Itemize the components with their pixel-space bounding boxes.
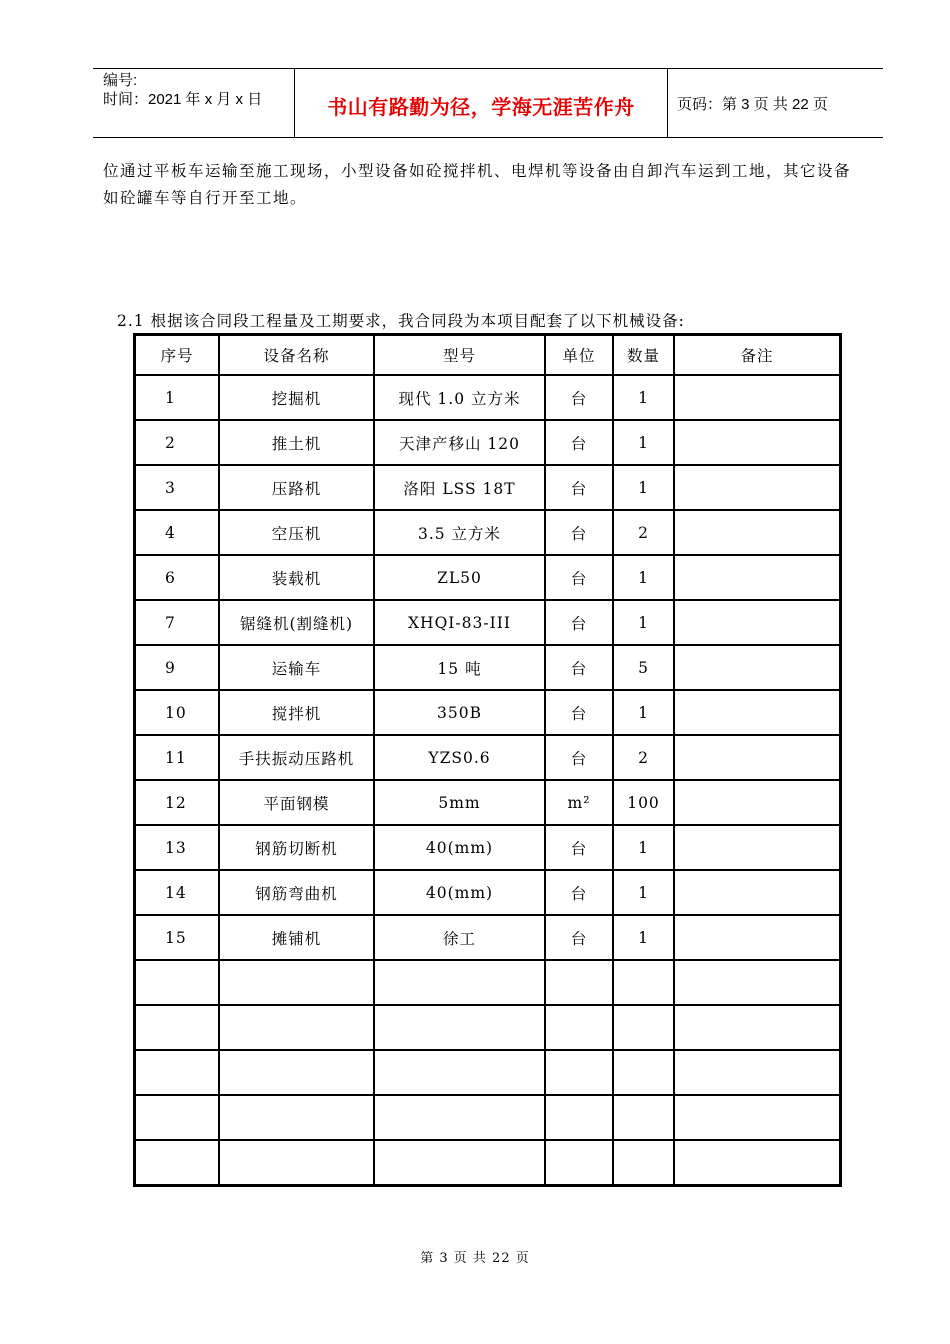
table-row xyxy=(135,555,840,600)
cell-model: 350B xyxy=(374,690,545,735)
equipment-table xyxy=(133,333,842,1187)
table-row xyxy=(135,690,840,735)
cell-seq: 15 xyxy=(135,915,219,960)
cell-seq: 7 xyxy=(135,600,219,645)
header-divider xyxy=(667,69,668,137)
cell-unit: 台 xyxy=(545,690,613,735)
cell-qty xyxy=(613,1095,674,1140)
cell-seq: 14 xyxy=(135,870,219,915)
cell-remark xyxy=(674,735,840,780)
cell-seq xyxy=(135,1050,219,1095)
cell-remark xyxy=(674,870,840,915)
cell-name: 搅拌机 xyxy=(219,690,374,735)
cell-unit: 台 xyxy=(545,555,613,600)
cell-model xyxy=(374,1095,545,1140)
cell-qty xyxy=(613,1005,674,1050)
cell-unit xyxy=(545,1050,613,1095)
section-heading: 2.1 根据该合同段工程量及工期要求，我合同段为本项目配套了以下机械设备: xyxy=(117,312,685,330)
header-name: 设备名称 xyxy=(219,335,374,375)
table-row xyxy=(135,825,840,870)
cell-qty: 1 xyxy=(613,825,674,870)
cell-remark xyxy=(674,915,840,960)
table-row xyxy=(135,870,840,915)
cell-model: YZS0.6 xyxy=(374,735,545,780)
cell-qty xyxy=(613,960,674,1005)
cell-unit: 台 xyxy=(545,735,613,780)
cell-remark xyxy=(674,690,840,735)
cell-seq: 2 xyxy=(135,420,219,465)
cell-qty: 1 xyxy=(613,600,674,645)
table-body xyxy=(135,375,840,1185)
cell-qty: 1 xyxy=(613,870,674,915)
header-qty: 数量 xyxy=(613,335,674,375)
header-motto: 书山有路勤为径，学海无涯苦作舟 xyxy=(327,95,635,119)
cell-unit xyxy=(545,1005,613,1050)
cell-remark xyxy=(674,960,840,1005)
cell-unit: 台 xyxy=(545,645,613,690)
cell-unit: 台 xyxy=(545,870,613,915)
header-model: 型号 xyxy=(374,335,545,375)
table-row xyxy=(135,1050,840,1095)
cell-name: 钢筋弯曲机 xyxy=(219,870,374,915)
cell-unit: 台 xyxy=(545,600,613,645)
cell-model xyxy=(374,960,545,1005)
cell-name: 推土机 xyxy=(219,420,374,465)
cell-unit: 台 xyxy=(545,375,613,420)
table-row xyxy=(135,780,840,825)
cell-seq xyxy=(135,1095,219,1140)
cell-remark xyxy=(674,825,840,870)
table-row xyxy=(135,1140,840,1185)
cell-seq: 9 xyxy=(135,645,219,690)
cell-seq: 13 xyxy=(135,825,219,870)
cell-name: 钢筋切断机 xyxy=(219,825,374,870)
cell-model: 15 吨 xyxy=(374,645,545,690)
cell-model: 徐工 xyxy=(374,915,545,960)
cell-qty: 1 xyxy=(613,465,674,510)
cell-qty xyxy=(613,1050,674,1095)
header-page-info: 页码：第 3 页 共 22 页 xyxy=(677,96,828,113)
cell-name: 平面钢模 xyxy=(219,780,374,825)
cell-model: ZL50 xyxy=(374,555,545,600)
cell-unit xyxy=(545,960,613,1005)
table-row xyxy=(135,960,840,1005)
cell-qty: 1 xyxy=(613,375,674,420)
cell-seq xyxy=(135,960,219,1005)
cell-remark xyxy=(674,1005,840,1050)
cell-seq: 4 xyxy=(135,510,219,555)
cell-name xyxy=(219,1095,374,1140)
cell-name xyxy=(219,1140,374,1185)
cell-qty: 2 xyxy=(613,735,674,780)
cell-seq xyxy=(135,1005,219,1050)
table-row xyxy=(135,510,840,555)
cell-name xyxy=(219,1050,374,1095)
table-header-row xyxy=(135,335,840,375)
cell-model: 40(mm) xyxy=(374,825,545,870)
cell-remark xyxy=(674,420,840,465)
cell-remark xyxy=(674,645,840,690)
cell-unit xyxy=(545,1140,613,1185)
cell-remark xyxy=(674,510,840,555)
cell-name: 挖掘机 xyxy=(219,375,374,420)
cell-qty: 1 xyxy=(613,420,674,465)
cell-remark xyxy=(674,1095,840,1140)
cell-remark xyxy=(674,555,840,600)
cell-unit: 台 xyxy=(545,915,613,960)
table-row xyxy=(135,1005,840,1050)
cell-name: 摊铺机 xyxy=(219,915,374,960)
cell-remark xyxy=(674,780,840,825)
cell-remark xyxy=(674,465,840,510)
cell-name: 手扶振动压路机 xyxy=(219,735,374,780)
table-row xyxy=(135,420,840,465)
cell-qty: 1 xyxy=(613,915,674,960)
cell-seq xyxy=(135,1140,219,1185)
table-row xyxy=(135,1095,840,1140)
cell-seq: 6 xyxy=(135,555,219,600)
header-meta xyxy=(103,71,262,109)
cell-seq: 1 xyxy=(135,375,219,420)
cell-qty: 1 xyxy=(613,555,674,600)
page-header xyxy=(93,68,883,138)
cell-model xyxy=(374,1005,545,1050)
table-row xyxy=(135,645,840,690)
cell-qty: 2 xyxy=(613,510,674,555)
cell-model xyxy=(374,1050,545,1095)
cell-model: 现代 1.0 立方米 xyxy=(374,375,545,420)
cell-unit xyxy=(545,1095,613,1140)
cell-model: 40(mm) xyxy=(374,870,545,915)
cell-name: 运输车 xyxy=(219,645,374,690)
cell-name xyxy=(219,960,374,1005)
header-time-label: 时间：2021 年 x 月 x 日 xyxy=(103,91,263,108)
cell-remark xyxy=(674,1140,840,1185)
table-row xyxy=(135,600,840,645)
body-paragraph: 位通过平板车运输至施工现场，小型设备如砼搅拌机、电焊机等设备由自卸汽车运到工地，其它设备如砼罐车等自行开至工地。 xyxy=(103,162,852,207)
cell-model: 3.5 立方米 xyxy=(374,510,545,555)
cell-name: 压路机 xyxy=(219,465,374,510)
cell-qty: 1 xyxy=(613,690,674,735)
cell-qty: 100 xyxy=(613,780,674,825)
page-footer: 第 3 页 共 22 页 xyxy=(420,1251,530,1266)
cell-unit: 台 xyxy=(545,510,613,555)
cell-remark xyxy=(674,600,840,645)
cell-name: 装载机 xyxy=(219,555,374,600)
cell-remark xyxy=(674,375,840,420)
cell-name xyxy=(219,1005,374,1050)
cell-name: 空压机 xyxy=(219,510,374,555)
table-row xyxy=(135,735,840,780)
cell-unit: 台 xyxy=(545,420,613,465)
cell-seq: 12 xyxy=(135,780,219,825)
header-remark: 备注 xyxy=(674,335,840,375)
cell-model: XHQI-83-III xyxy=(374,600,545,645)
header-unit: 单位 xyxy=(545,335,613,375)
cell-unit: 台 xyxy=(545,825,613,870)
header-seq: 序号 xyxy=(135,335,219,375)
table-row xyxy=(135,915,840,960)
cell-seq: 11 xyxy=(135,735,219,780)
cell-model: 洛阳 LSS 18T xyxy=(374,465,545,510)
table-row xyxy=(135,465,840,510)
cell-seq: 3 xyxy=(135,465,219,510)
cell-unit: 台 xyxy=(545,465,613,510)
table-row xyxy=(135,375,840,420)
cell-name: 锯缝机(割缝机) xyxy=(219,600,374,645)
cell-model: 天津产移山 120 xyxy=(374,420,545,465)
cell-remark xyxy=(674,1050,840,1095)
cell-seq: 10 xyxy=(135,690,219,735)
cell-model xyxy=(374,1140,545,1185)
cell-model: 5mm xyxy=(374,780,545,825)
header-code-label: 编号: xyxy=(103,72,138,89)
cell-qty xyxy=(613,1140,674,1185)
cell-unit: m² xyxy=(545,780,613,825)
cell-qty: 5 xyxy=(613,645,674,690)
